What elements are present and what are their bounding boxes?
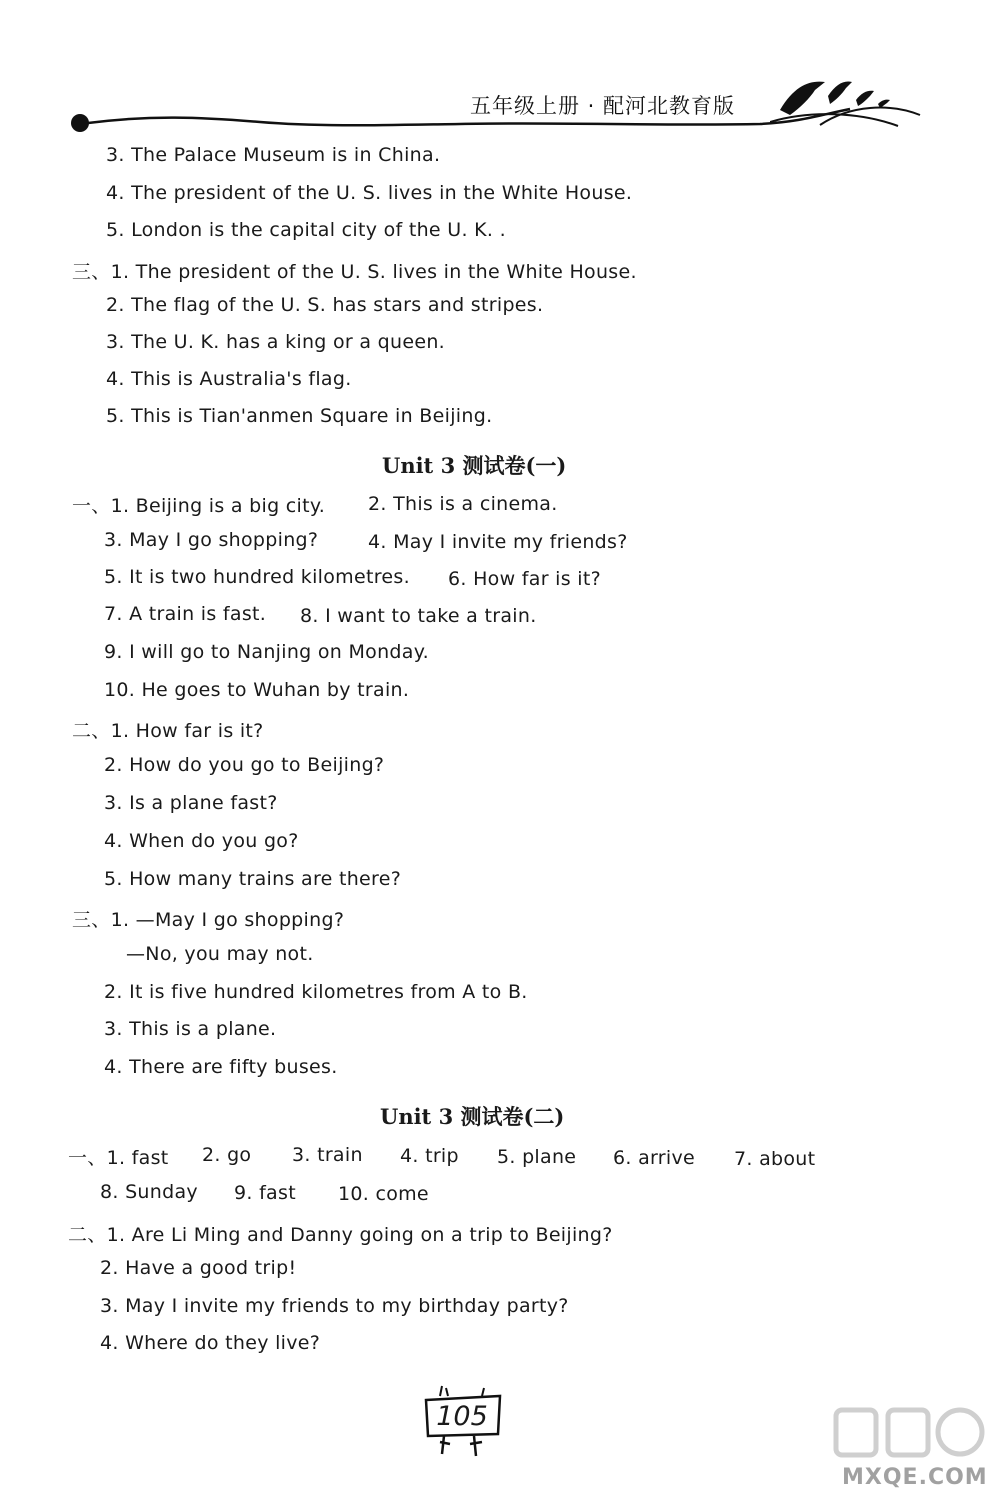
answer-line: 二、1. How far is it? [72,720,264,742]
answer-line: 一、1. Beijing is a big city. [72,495,326,517]
answer-line: 2. go [202,1144,252,1166]
answer-line: 4. trip [400,1145,459,1167]
answer-line: 6. How far is it? [448,568,601,590]
answer-line: 三、1. The president of the U. S. lives in the White House. [72,261,637,283]
watermark-text: MXQE.COM [842,1465,988,1490]
answer-line: 3. Is a plane fast? [104,792,278,814]
answer-line: 4. This is Australia's flag. [106,368,352,390]
answer-line: 2. It is five hundred kilometres from A to B. [104,981,528,1003]
answer-line: 5. It is two hundred kilometres. [104,566,410,588]
answer-line: 8. I want to take a train. [300,605,537,627]
answer-line: 2. The flag of the U. S. has stars and stripes. [106,294,544,316]
answer-line: 3. The U. K. has a king or a queen. [106,331,446,353]
answer-line: 4. Where do they live? [100,1332,321,1354]
answer-line: 4. When do you go? [104,830,299,852]
answer-line: 10. come [338,1183,429,1205]
answer-line: 二、1. Are Li Ming and Danny going on a trip to Beijing? [68,1224,613,1246]
answer-line: —No, you may not. [126,943,314,965]
answer-line: 10. He goes to Wuhan by train. [104,679,410,701]
answer-line: 2. Have a good trip! [100,1257,297,1279]
answer-line: 4. May I invite my friends? [368,531,628,553]
answer-line: 3. This is a plane. [104,1018,277,1040]
birds-logo-icon [770,70,900,130]
page-number: 105 [436,1401,488,1432]
answer-line: 9. fast [234,1182,296,1204]
answer-line: 6. arrive [613,1147,696,1169]
answer-line: 8. Sunday [100,1181,198,1203]
answer-line: 一、1. fast [68,1147,169,1169]
answer-line: 7. about [734,1148,816,1170]
answer-line: 3. The Palace Museum is in China. [106,144,441,166]
section-title: Unit 3 测试卷(一) [382,453,567,478]
answer-line: 5. This is Tian'anmen Square in Beijing. [106,405,493,427]
answer-line: 4. There are fifty buses. [104,1056,338,1078]
answer-line: 三、1. —May I go shopping? [72,909,345,931]
answer-line: 9. I will go to Nanjing on Monday. [104,641,429,663]
answer-line: 5. How many trains are there? [104,868,402,890]
answer-line: 2. This is a cinema. [368,493,558,515]
answer-line: 3. train [292,1144,363,1166]
answer-line: 5. plane [497,1146,577,1168]
header-title: 五年级上册 · 配河北教育版 [470,94,736,118]
answer-line: 2. How do you go to Beijing? [104,754,385,776]
section-title: Unit 3 测试卷(二) [380,1104,565,1129]
answer-line: 3. May I invite my friends to my birthday party? [100,1295,569,1317]
answer-line: 5. London is the capital city of the U. K. . [106,219,506,241]
answer-line: 7. A train is fast. [104,603,267,625]
answer-line: 3. May I go shopping? [104,529,319,551]
answer-line: 4. The president of the U. S. lives in the White House. [106,182,633,204]
